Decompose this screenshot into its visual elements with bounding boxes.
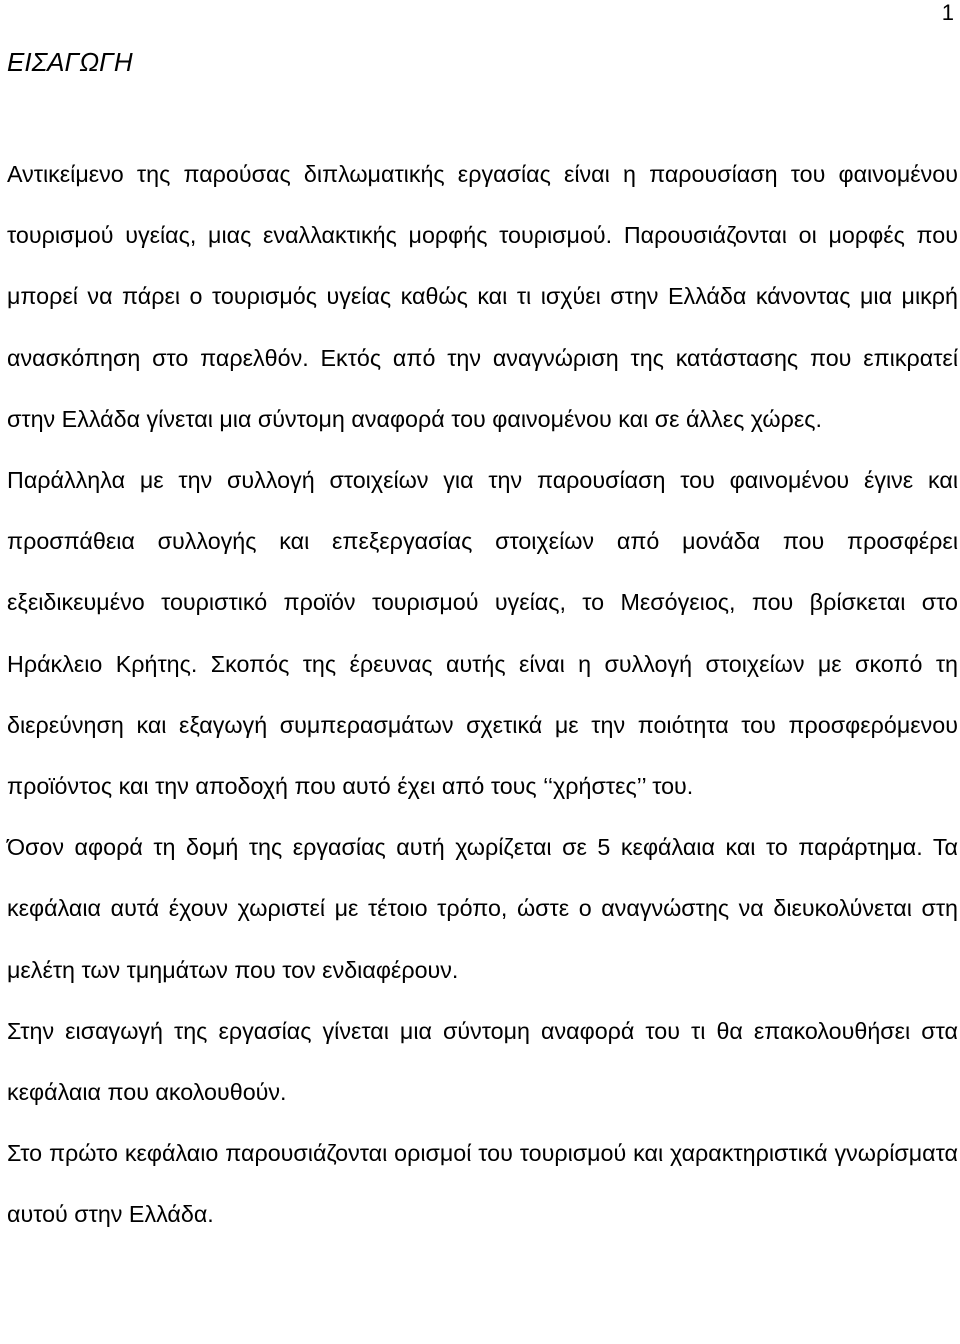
body-text [7, 144, 958, 1246]
page-number: 1 [941, 0, 954, 25]
paragraph-research: Παράλληλα με την συλλογή στοιχείων για την παρουσίαση του φαινομένου έγινε και προσπάθεια συλλογής και επεξεργασίας στοιχείων από μονάδα που προσφέρει εξειδικευμένο τουριστικό προϊόν τουρισμού υγείας, το Μεσόγειος, που βρίσκεται στο Ηράκλειο Κρήτης. Σκοπός της έρευνας αυτής είναι η συλλογή στοιχείων με σκοπό τη διερεύνηση και εξαγωγή συμπερασμάτων σχετικά με την ποιότητα του προσφερόμενου προϊόντος και την αποδοχή που αυτό έχει από τους ‘‘χρήστες’’ του. [7, 467, 958, 800]
paragraph-intro: Αντικείμενο της παρούσας διπλωματικής εργασίας είναι η παρουσίαση του φαινομένου τουρισμού υγείας, μιας εναλλακτικής μορφής τουρισμού. Παρουσιάζονται οι μορφές που μπορεί να πάρει ο τουρισμός υγείας καθώς και τι ισχύει στην Ελλάδα κάνοντας μια μικρή ανασκόπηση στο παρελθόν. Εκτός από την αναγνώριση της κατάστασης που επικρατεί στην Ελλάδα γίνεται μια σύντομη αναφορά του φαινομένου και σε άλλες χώρες. [7, 161, 958, 432]
section-heading: ΕΙΣΑΓΩΓΗ [7, 47, 133, 77]
paragraph-structure: Όσον αφορά τη δομή της εργασίας αυτή χωρίζεται σε 5 κεφάλαια και το παράρτημα. Τα κεφάλαια αυτά έχουν χωριστεί με τέτοιο τρόπο, ώστε ο αναγνώστης να διευκολύνεται στη μελέτη των τμημάτων που τον ενδιαφέρουν. [7, 834, 958, 983]
paragraph-introduction-summary: Στην εισαγωγή της εργασίας γίνεται μια σύντομη αναφορά του τι θα επακολουθήσει στα κεφάλαια που ακολουθούν. [7, 1017, 958, 1106]
paragraph-chapter-one: Στο πρώτο κεφάλαιο παρουσιάζονται ορισμοί του τουρισμού και χαρακτηριστικά γνωρίσματα αυτού στην Ελλάδα. [7, 1140, 958, 1228]
